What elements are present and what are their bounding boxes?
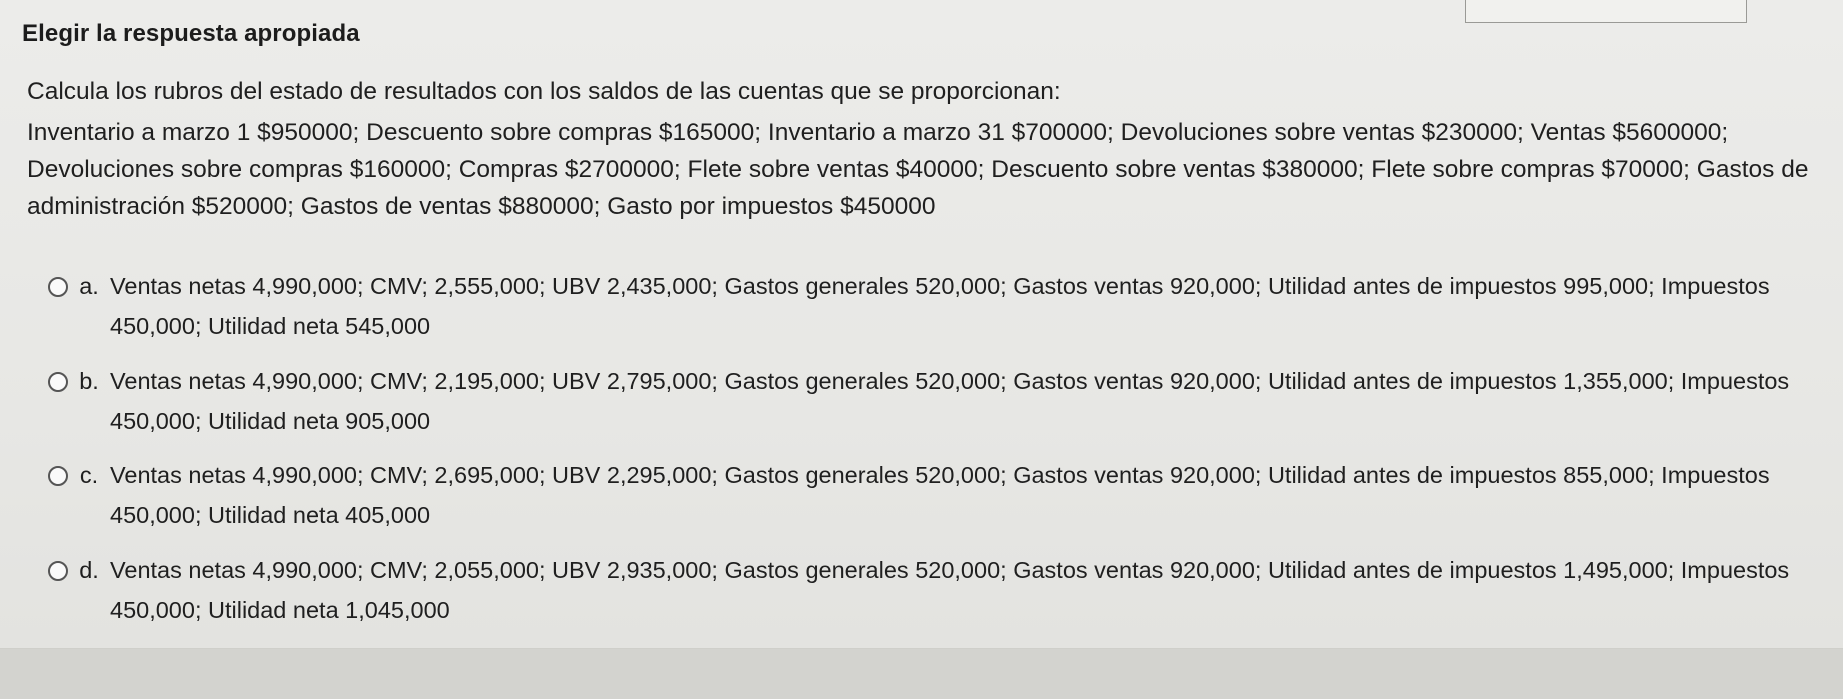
question-title: Elegir la respuesta apropiada bbox=[22, 20, 360, 47]
radio-d[interactable] bbox=[48, 561, 68, 581]
option-text: Ventas netas 4,990,000; CMV; 2,555,000; UBV 2,435,000; Gastos generales 520,000; Gastos ventas 920,000; Utilidad antes de impuestos 995,000; Impuestos 450,000; Utilidad neta 545,000 bbox=[110, 273, 1770, 339]
option-d[interactable] bbox=[48, 556, 1828, 630]
option-a[interactable] bbox=[48, 272, 1828, 346]
account-balances-text: Inventario a marzo 1 $950000; Descuento sobre compras $165000; Inventario a marzo 31 $700000; Devoluciones sobre ventas $230000; Ventas $5600000; Devoluciones sobre compras $160000; Compras $2700000; Flete sobre ventas $40000; Descuento sobre ventas $380000; Flete sobre compras $70000; Gastos de administración $520000; Gastos de ventas $880000; Gasto por impuestos $450000 bbox=[27, 119, 1809, 220]
option-text: Ventas netas 4,990,000; CMV; 2,055,000; UBV 2,935,000; Gastos generales 520,000; Gastos ventas 920,000; Utilidad antes de impuestos 1,495,000; Impuestos 450,000; Utilidad neta 1,045,000 bbox=[110, 557, 1790, 623]
top-input-box[interactable] bbox=[1465, 0, 1747, 23]
option-c[interactable] bbox=[48, 461, 1828, 535]
question-instruction: Calcula los rubros del estado de resultados con los saldos de las cuentas que se proporcionan: bbox=[27, 78, 1061, 105]
radio-a[interactable] bbox=[48, 277, 68, 297]
option-letter: a. bbox=[79, 273, 99, 299]
option-text: Ventas netas 4,990,000; CMV; 2,195,000; UBV 2,795,000; Gastos generales 520,000; Gastos ventas 920,000; Utilidad antes de impuestos 1,355,000; Impuestos 450,000; Utilidad neta 905,000 bbox=[110, 368, 1790, 434]
option-letter: b. bbox=[79, 368, 99, 394]
radio-c[interactable] bbox=[48, 466, 68, 486]
radio-b[interactable] bbox=[48, 372, 68, 392]
option-letter: d. bbox=[79, 557, 99, 583]
option-b[interactable] bbox=[48, 367, 1828, 441]
option-text: Ventas netas 4,990,000; CMV; 2,695,000; UBV 2,295,000; Gastos generales 520,000; Gastos ventas 920,000; Utilidad antes de impuestos 855,000; Impuestos 450,000; Utilidad neta 405,000 bbox=[110, 462, 1770, 528]
bottom-band bbox=[0, 648, 1843, 699]
option-letter: c. bbox=[79, 462, 99, 488]
